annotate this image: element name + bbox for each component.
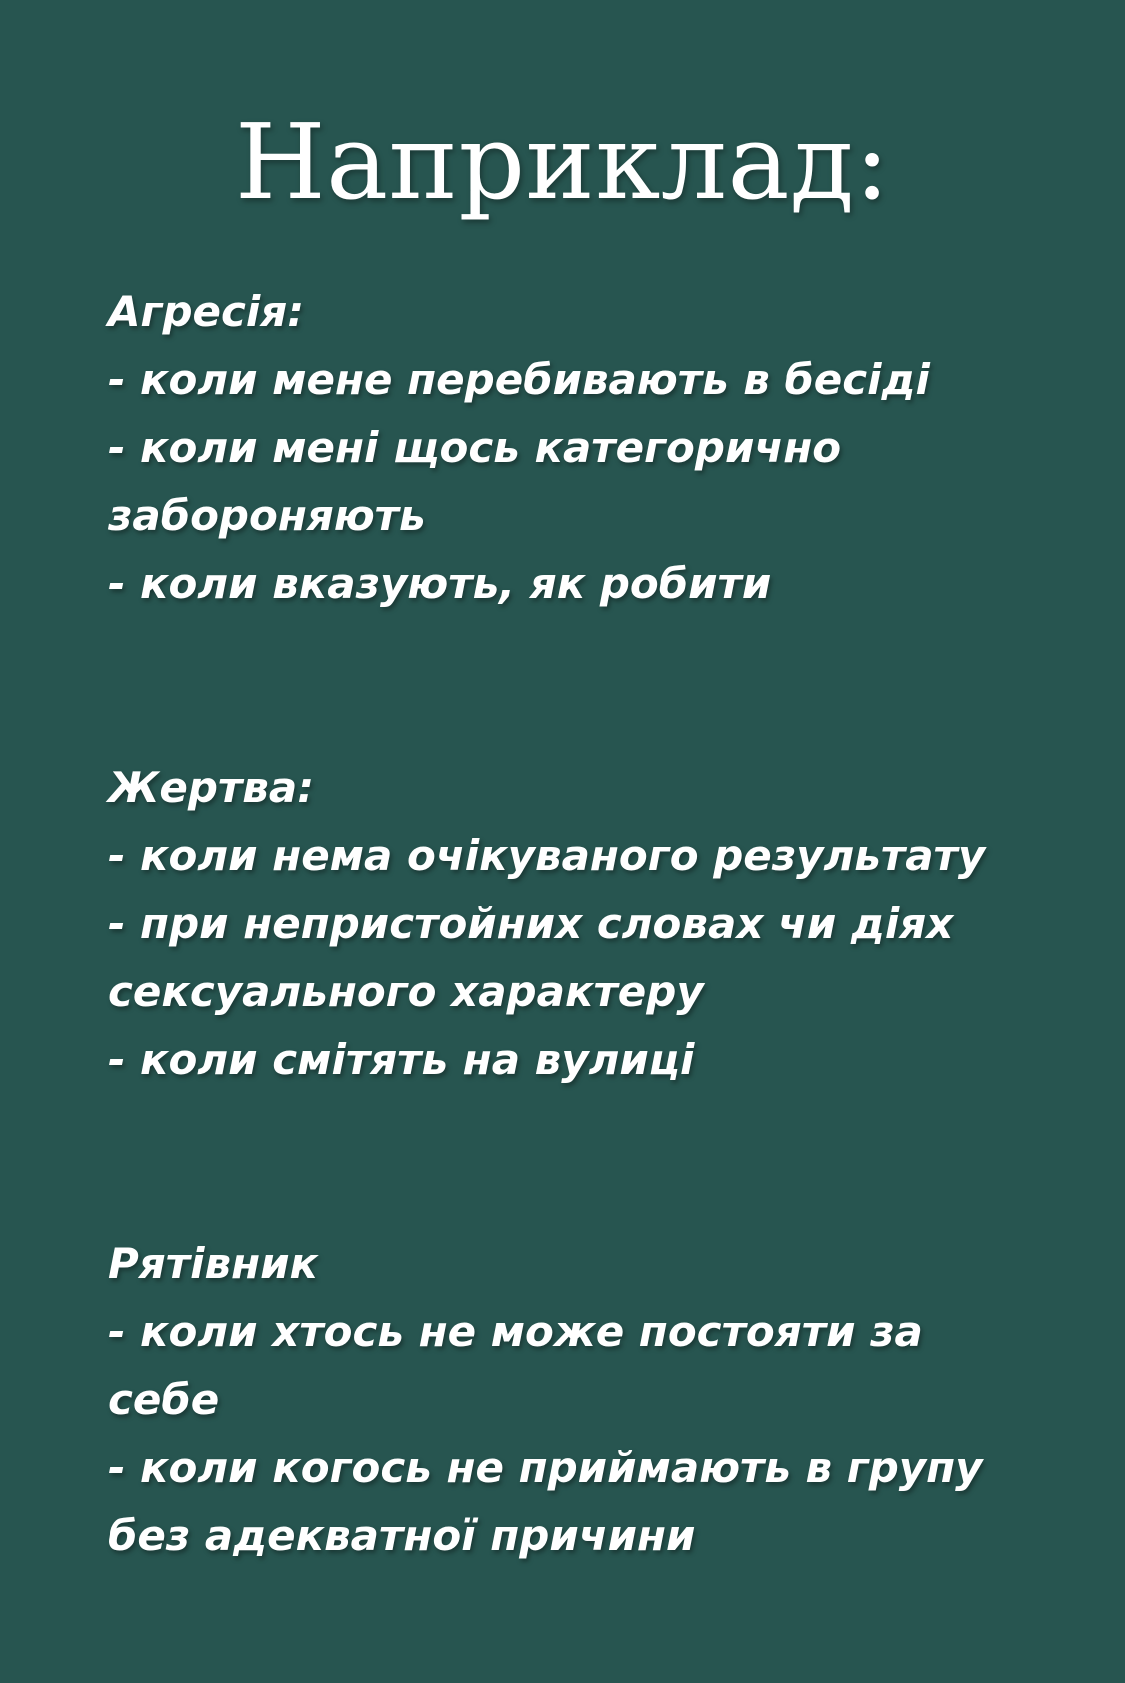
section-line: - коли хтось не може постояти за xyxy=(108,1307,923,1356)
section-line: сексуального характеру xyxy=(108,967,704,1016)
section-heading: Жертва: xyxy=(108,763,315,812)
page-title: Наприклад: xyxy=(234,101,891,223)
section-line: - коли вказують, як робити xyxy=(108,559,772,608)
content xyxy=(108,278,1068,1570)
section-line: себе xyxy=(108,1375,220,1424)
section-heading: Агресія: xyxy=(108,287,305,336)
section-heading: Рятівник xyxy=(108,1239,319,1288)
section-victim xyxy=(108,754,1068,1094)
section-line: - коли когось не приймають в групу xyxy=(108,1443,983,1492)
section-line: - коли мені щось категорично xyxy=(108,423,842,472)
section-rescuer xyxy=(108,1230,1068,1570)
section-line: - коли нема очікуваного результату xyxy=(108,831,986,880)
section-line: - при непристойних словах чи діях xyxy=(108,899,954,948)
section-line: - коли смітять на вулиці xyxy=(108,1035,695,1084)
section-line: забороняють xyxy=(108,491,426,540)
section-aggression xyxy=(108,278,1068,618)
section-line: - коли мене перебивають в бесіді xyxy=(108,355,930,404)
section-line: без адекватної причини xyxy=(108,1511,696,1560)
